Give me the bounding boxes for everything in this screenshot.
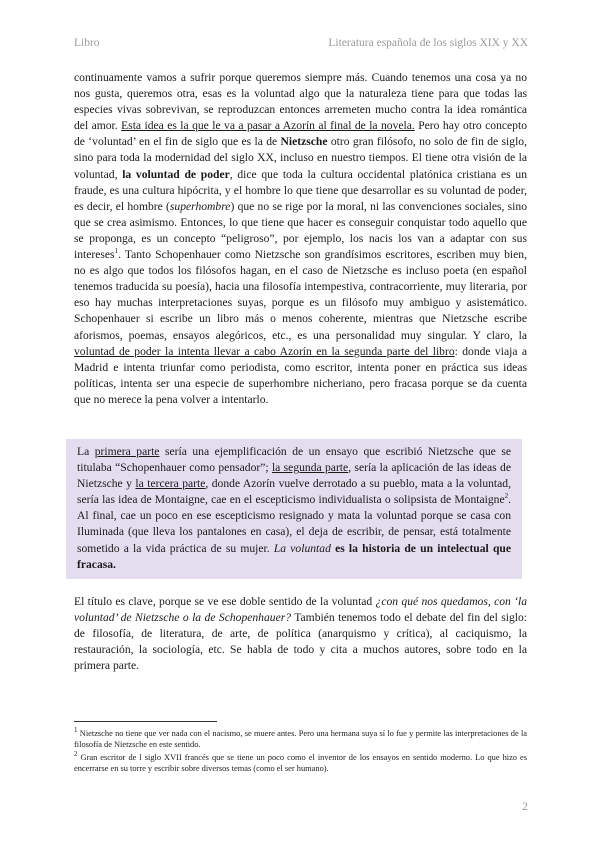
footnote-ref-1[interactable]: 1 [114, 247, 119, 256]
italic-text: superhombre [169, 199, 231, 213]
text: . Tanto Schopenhauer como Nietzsche son grandísimos escritores, escriben muy bien, no es algo que todos los filósofos hagan, en el caso de Nietzsche es incluso poeta (en español tenemos traducida su poesía), hacia una filosofía intempestiva, contracorriente, muy literaria, por eso hay muchas interpretaciones suyas, porque es un filósofo muy ambiguo y asistemático. Schopenhauer si escribe un libro más o menos coherente, mientras que Nietzsche escribe aforismos, poemas, ensayos alegóricos, etc., es una personalidad muy singular. Y claro, la [74, 248, 527, 342]
underlined-text: la segunda parte [271, 461, 349, 475]
bold-text: es la historia de un intelectual que fracasa. [77, 541, 512, 571]
header-left: Libro [74, 37, 100, 49]
page-header [74, 37, 528, 51]
text: La [77, 445, 95, 458]
footnote-1 [74, 728, 527, 751]
text: El título es clave, porque se ve ese doble sentido de la voluntad [74, 595, 376, 608]
underlined-text: Esta idea es la que le va a pasar a Azorín al final de la novela. [121, 119, 415, 133]
text: . Al final, cae un poco en ese escepticismo resignado y mata la voluntad porque se casa con Iluminada (que lleva los pantalones en casa), el deja de escribir, de pensar, está totalmente sometido a la vida práctica de su mujer. [77, 493, 511, 555]
text: , dice que toda la cultura occidental platónica cristiana es un fraude, es una cultura hipócrita, y el hombre lo que tiene que desarrollar es su voluntad de poder, es decir, el hombre ( [74, 167, 527, 213]
underlined-text: primera parte [94, 445, 160, 458]
bold-text: la voluntad de poder [122, 167, 230, 181]
footnote-marker: 2 [74, 750, 78, 759]
bold-text: Nietzsche [280, 135, 328, 149]
italic-text: La voluntad [273, 541, 331, 555]
italic-text: ¿con qué nos quedamos, con ‘la voluntad’ de Nietzsche o la de Schopenhauer? [74, 595, 528, 625]
text: ) que no se rige por la moral, ni las convenciones sociales, sino que se crea asimismo. Entonces, lo que tiene que hacer es conseguir conquistar todo aquello que se proponga, es un concepto “peligroso”, por ejemplo, los nacis los van a adaptar con sus intereses [74, 199, 528, 262]
footnote-separator [74, 721, 217, 722]
footnote-ref-2[interactable]: 2 [504, 492, 509, 501]
page-number: 2 [522, 799, 528, 813]
text: sería una ejemplificación de un ensayo que escribió Nietzsche que se titulaba “Schopenhauer como pensador”; [77, 445, 511, 475]
text: , sería la aplicación de las ideas de Nietzsche y [77, 461, 511, 491]
paragraph-1 [74, 70, 527, 408]
text: También tenemos todo el debate del fin del siglo: de filosofía, de literatura, de arte, de política (anarquismo y crítica), al caciquismo, la restauración, la sociología, etc. Se habla de todo y cita a muchos autores, sobre todo en la primera parte. [74, 611, 527, 673]
footnote-text: Nietzsche no tiene que ver nada con el nacismo, se muere antes. Pero una hermana suya sí lo fue y permite las interpretaciones de la filosofía de Nietzsche en este sentido. [74, 729, 527, 750]
footnote-marker: 1 [74, 726, 78, 735]
footnote-text: Gran escritor de l siglo XVII francés que se tiene un poco como el inventor de los ensayos en sentido moderno. Lo que hizo es encerrarse en su torre y escribir sobre diversos temas (como el ser humano). [74, 753, 527, 774]
text: : donde viaja a Madrid e intenta triunfar como periodista, como escritor, intenta poner en práctica sus ideas políticas, intenta ser una especie de superhombre nicheriano, pero fracasa porque se da cuenta que no merece la pena volver a intentarlo. [74, 344, 527, 406]
underlined-text: voluntad de poder la intenta llevar a cabo Azorín en la segunda parte del libro [74, 344, 455, 358]
text: continuamente vamos a sufrir porque queremos siempre más. Cuando tenemos una cosa ya no nos gusta, queremos otra, esas es la voluntad algo que la naturaleza tiene para que todas las especies vivas sobrevivan, se reproduzcan entonces arremeten mucho contra la idea romántica del amor. [74, 71, 527, 133]
text: otro gran filósofo, no solo de fin de siglo, sino para toda la modernidad del siglo XX, incluso en nuestro tiempos. El tiene otra visión de la voluntad, [74, 135, 527, 181]
text: Pero hay otro concepto de ‘voluntad’ en el fin de siglo que es la de [74, 119, 527, 149]
footnote-2 [74, 752, 527, 775]
paragraph-3 [74, 594, 527, 674]
header-right: Literatura española de los siglos XIX y XX [328, 37, 528, 49]
underlined-text: la tercera parte [135, 477, 206, 491]
text: , donde Azorín vuelve derrotado a su pueblo, mata a la voluntad, sería las idea de Montaigne, cae en el escepticismo individualista o solipsista de Montaigne [77, 477, 511, 507]
highlight-box [66, 439, 522, 579]
